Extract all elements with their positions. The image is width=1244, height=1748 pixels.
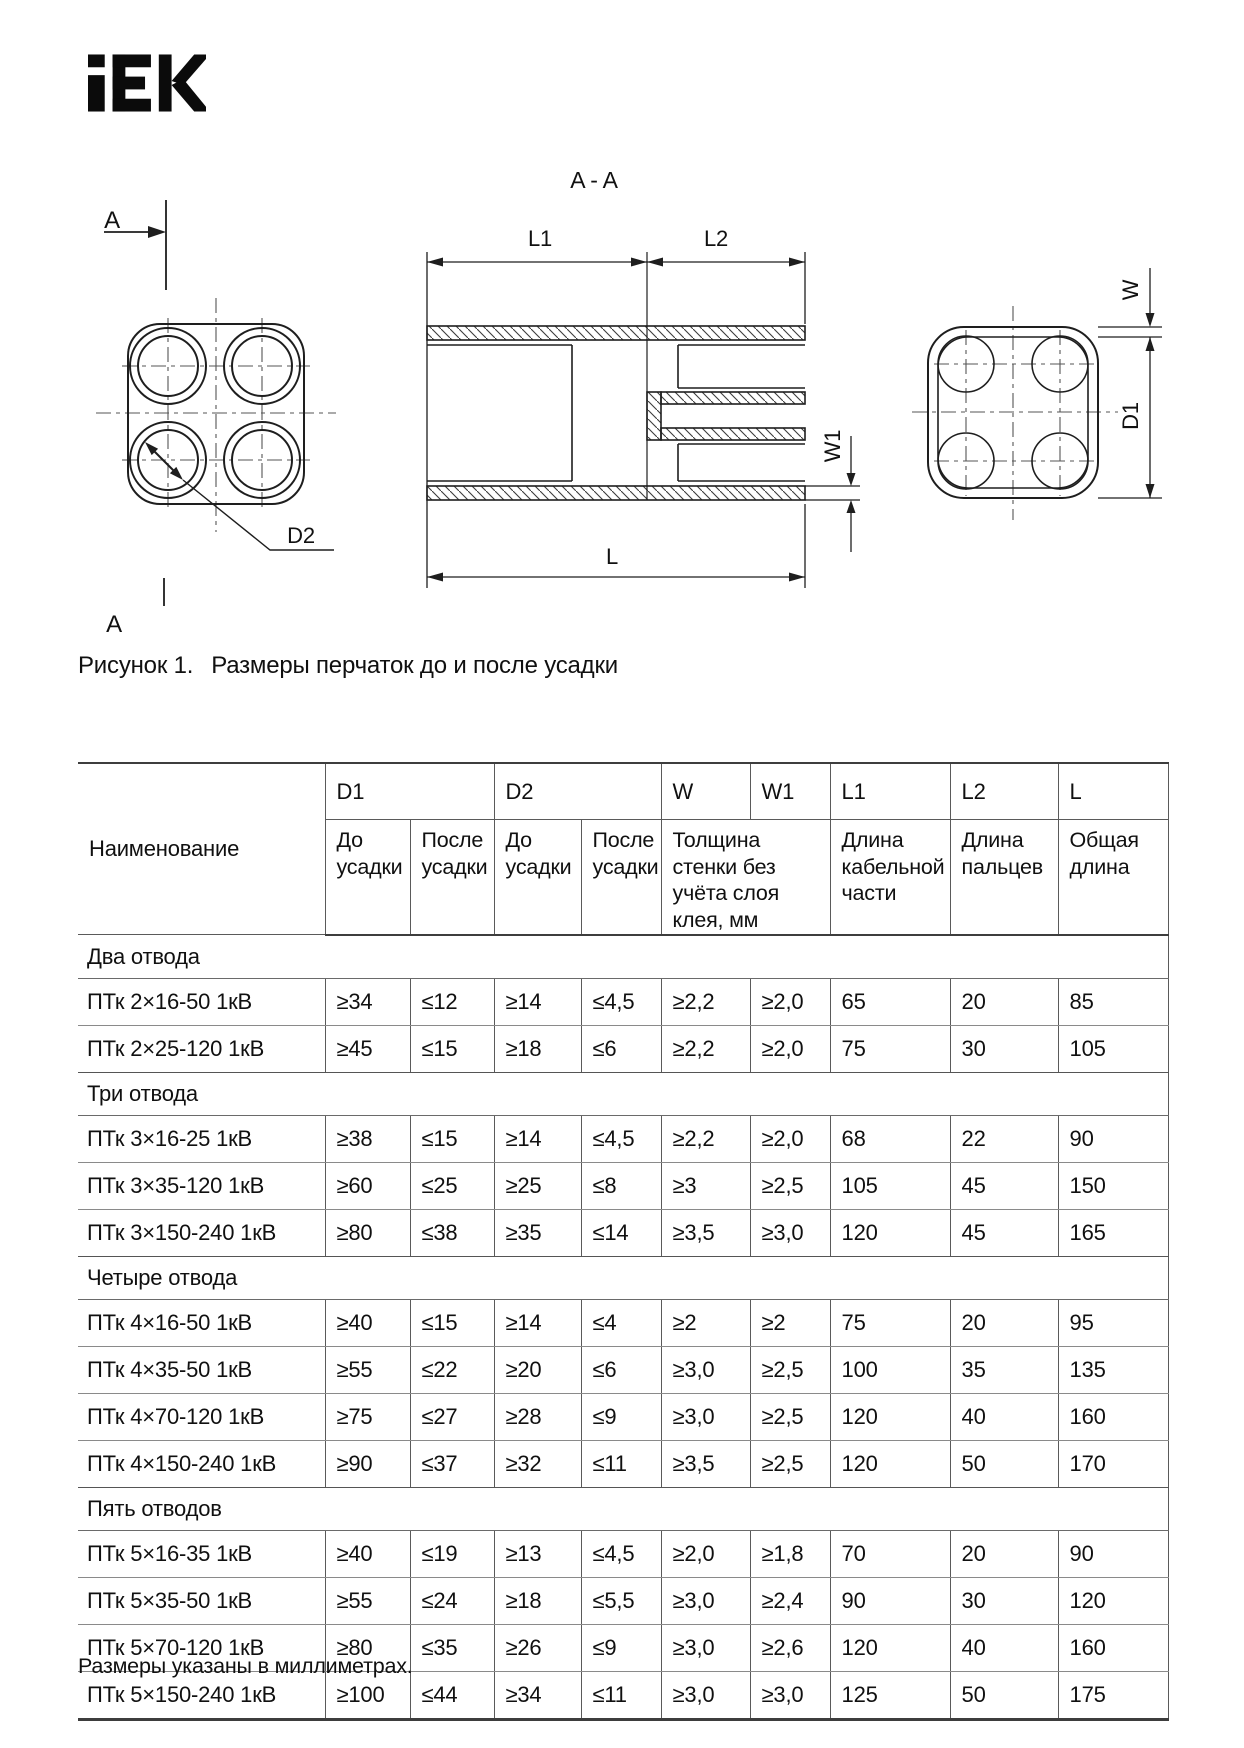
value-cell: ≥2,0 bbox=[750, 1115, 830, 1162]
value-cell: ≥26 bbox=[494, 1624, 581, 1671]
section-row bbox=[78, 1256, 1168, 1299]
product-name: ПТк 3×150-240 1кВ bbox=[78, 1209, 325, 1256]
table-row bbox=[78, 1346, 1168, 1393]
value-cell: ≥34 bbox=[325, 978, 410, 1025]
table-row bbox=[78, 1530, 1168, 1577]
l2-label: L2 bbox=[703, 226, 729, 251]
section-row bbox=[78, 1487, 1168, 1530]
value-cell: ≥2,6 bbox=[750, 1624, 830, 1671]
value-cell: ≥13 bbox=[494, 1530, 581, 1577]
end-view-before-shrink bbox=[96, 200, 336, 638]
value-cell: 120 bbox=[830, 1209, 950, 1256]
value-cell: ≤12 bbox=[410, 978, 494, 1025]
value-cell: ≤27 bbox=[410, 1393, 494, 1440]
product-name: ПТк 4×150-240 1кВ bbox=[78, 1440, 325, 1487]
value-cell: 65 bbox=[830, 978, 950, 1025]
value-cell: 30 bbox=[950, 1025, 1058, 1072]
value-cell: ≥3,0 bbox=[661, 1393, 750, 1440]
value-cell: 35 bbox=[950, 1346, 1058, 1393]
table-row bbox=[78, 978, 1168, 1025]
section-plane-top bbox=[104, 200, 166, 290]
value-cell: 45 bbox=[950, 1209, 1058, 1256]
table-row bbox=[78, 1577, 1168, 1624]
value-cell: ≤25 bbox=[410, 1162, 494, 1209]
value-cell: ≥3 bbox=[661, 1162, 750, 1209]
dimension-lines bbox=[1098, 268, 1162, 498]
value-cell: ≤11 bbox=[581, 1440, 661, 1487]
value-cell: ≥2,2 bbox=[661, 978, 750, 1025]
value-cell: 125 bbox=[830, 1671, 950, 1719]
figure-caption-text: Размеры перчаток до и после усадки bbox=[211, 652, 618, 679]
section-marker-top: A bbox=[104, 207, 120, 234]
value-cell: ≤15 bbox=[410, 1115, 494, 1162]
value-cell: ≤4,5 bbox=[581, 1115, 661, 1162]
value-cell: ≥80 bbox=[325, 1624, 410, 1671]
value-cell: 100 bbox=[830, 1346, 950, 1393]
product-name: ПТк 4×35-50 1кВ bbox=[78, 1346, 325, 1393]
dimension-lines bbox=[427, 252, 860, 588]
d2-label: D2 bbox=[287, 523, 315, 548]
value-cell: ≥40 bbox=[325, 1530, 410, 1577]
value-cell: ≤15 bbox=[410, 1299, 494, 1346]
value-cell: 50 bbox=[950, 1671, 1058, 1719]
value-cell: ≥90 bbox=[325, 1440, 410, 1487]
figure-caption-label: Рисунок 1. bbox=[78, 652, 194, 679]
value-cell: ≥2,0 bbox=[661, 1530, 750, 1577]
header-name: Наименование bbox=[78, 763, 325, 935]
hatched-walls bbox=[427, 326, 805, 500]
section-row bbox=[78, 935, 1168, 979]
value-cell: 105 bbox=[1058, 1025, 1168, 1072]
value-cell: ≥2,5 bbox=[750, 1393, 830, 1440]
value-cell: ≥55 bbox=[325, 1577, 410, 1624]
value-cell: 120 bbox=[830, 1624, 950, 1671]
section-row bbox=[78, 1072, 1168, 1115]
value-cell: ≤5,5 bbox=[581, 1577, 661, 1624]
iek-logo bbox=[88, 54, 206, 112]
section-marker-bottom: A bbox=[106, 611, 122, 638]
value-cell: 160 bbox=[1058, 1624, 1168, 1671]
value-cell: 95 bbox=[1058, 1299, 1168, 1346]
value-cell: ≤15 bbox=[410, 1025, 494, 1072]
header-d2: D2 bbox=[494, 763, 661, 820]
section-title: Пять отводов bbox=[78, 1487, 1168, 1530]
value-cell: ≤4,5 bbox=[581, 978, 661, 1025]
value-cell: ≤9 bbox=[581, 1624, 661, 1671]
value-cell: ≥3,0 bbox=[750, 1209, 830, 1256]
value-cell: ≤38 bbox=[410, 1209, 494, 1256]
table-header bbox=[78, 763, 1168, 935]
value-cell: 40 bbox=[950, 1393, 1058, 1440]
inner-surfaces bbox=[427, 252, 805, 500]
value-cell: 30 bbox=[950, 1577, 1058, 1624]
value-cell: 20 bbox=[950, 1299, 1058, 1346]
value-cell: ≥3,0 bbox=[750, 1671, 830, 1719]
value-cell: ≤14 bbox=[581, 1209, 661, 1256]
product-name: ПТк 2×25-120 1кВ bbox=[78, 1025, 325, 1072]
value-cell: ≥2,4 bbox=[750, 1577, 830, 1624]
value-cell: 22 bbox=[950, 1115, 1058, 1162]
value-cell: ≥1,8 bbox=[750, 1530, 830, 1577]
product-name: ПТк 3×35-120 1кВ bbox=[78, 1162, 325, 1209]
value-cell: ≥60 bbox=[325, 1162, 410, 1209]
value-cell: 90 bbox=[830, 1577, 950, 1624]
section-title: A - A bbox=[570, 167, 618, 193]
value-cell: ≥3,0 bbox=[661, 1624, 750, 1671]
d2-dimension bbox=[145, 442, 334, 550]
section-plane-bottom bbox=[106, 578, 164, 638]
value-cell: ≥3,0 bbox=[661, 1346, 750, 1393]
value-cell: 20 bbox=[950, 978, 1058, 1025]
value-cell: ≥34 bbox=[494, 1671, 581, 1719]
value-cell: ≤22 bbox=[410, 1346, 494, 1393]
value-cell: ≥2,2 bbox=[661, 1115, 750, 1162]
value-cell: ≤8 bbox=[581, 1162, 661, 1209]
value-cell: ≥75 bbox=[325, 1393, 410, 1440]
table-row bbox=[78, 1393, 1168, 1440]
value-cell: ≤4 bbox=[581, 1299, 661, 1346]
value-cell: ≥3,5 bbox=[661, 1209, 750, 1256]
value-cell: 90 bbox=[1058, 1115, 1168, 1162]
value-cell: ≥32 bbox=[494, 1440, 581, 1487]
value-cell: ≥2,2 bbox=[661, 1025, 750, 1072]
w1-label: W1 bbox=[820, 429, 845, 463]
value-cell: ≤9 bbox=[581, 1393, 661, 1440]
table-row bbox=[78, 1025, 1168, 1072]
header-l: L bbox=[1058, 763, 1168, 820]
value-cell: 160 bbox=[1058, 1393, 1168, 1440]
header-finger-length: Длина пальцев bbox=[950, 820, 1058, 935]
value-cell: 135 bbox=[1058, 1346, 1168, 1393]
value-cell: 120 bbox=[830, 1440, 950, 1487]
section-title: Четыре отвода bbox=[78, 1256, 1168, 1299]
value-cell: 150 bbox=[1058, 1162, 1168, 1209]
product-name: ПТк 5×16-35 1кВ bbox=[78, 1530, 325, 1577]
value-cell: ≥20 bbox=[494, 1346, 581, 1393]
value-cell: 70 bbox=[830, 1530, 950, 1577]
value-cell: ≥2,5 bbox=[750, 1162, 830, 1209]
product-name: ПТк 5×70-120 1кВ bbox=[78, 1624, 325, 1671]
value-cell: ≤6 bbox=[581, 1025, 661, 1072]
value-cell: ≥28 bbox=[494, 1393, 581, 1440]
value-cell: ≤6 bbox=[581, 1346, 661, 1393]
header-cable-length: Длина кабельной части bbox=[830, 820, 950, 935]
value-cell: ≥55 bbox=[325, 1346, 410, 1393]
value-cell: ≥100 bbox=[325, 1671, 410, 1719]
value-cell: ≥45 bbox=[325, 1025, 410, 1072]
value-cell: ≥2,5 bbox=[750, 1346, 830, 1393]
value-cell: 45 bbox=[950, 1162, 1058, 1209]
product-name: ПТк 4×70-120 1кВ bbox=[78, 1393, 325, 1440]
value-cell: 120 bbox=[830, 1393, 950, 1440]
value-cell: 90 bbox=[1058, 1530, 1168, 1577]
value-cell: 120 bbox=[1058, 1577, 1168, 1624]
value-cell: ≥3,0 bbox=[661, 1577, 750, 1624]
product-name: ПТк 5×35-50 1кВ bbox=[78, 1577, 325, 1624]
value-cell: ≥14 bbox=[494, 978, 581, 1025]
value-cell: ≤37 bbox=[410, 1440, 494, 1487]
header-l1: L1 bbox=[830, 763, 950, 820]
header-d1: D1 bbox=[325, 763, 494, 820]
value-cell: 165 bbox=[1058, 1209, 1168, 1256]
section-title: Три отвода bbox=[78, 1072, 1168, 1115]
section-view-a-a bbox=[427, 167, 860, 588]
table-row bbox=[78, 1299, 1168, 1346]
value-cell: 40 bbox=[950, 1624, 1058, 1671]
value-cell: ≥14 bbox=[494, 1299, 581, 1346]
w-label: W bbox=[1118, 279, 1143, 301]
value-cell: ≥2,0 bbox=[750, 1025, 830, 1072]
footnote: Размеры указаны в миллиметрах. bbox=[78, 1654, 413, 1678]
header-w1: W1 bbox=[750, 763, 830, 820]
value-cell: ≥2 bbox=[661, 1299, 750, 1346]
table-row bbox=[78, 1440, 1168, 1487]
figure-caption bbox=[78, 652, 618, 680]
value-cell: 75 bbox=[830, 1025, 950, 1072]
center-lines bbox=[96, 298, 336, 532]
product-name: ПТк 4×16-50 1кВ bbox=[78, 1299, 325, 1346]
technical-drawing bbox=[0, 140, 1244, 650]
header-w: W bbox=[661, 763, 750, 820]
header-l2: L2 bbox=[950, 763, 1058, 820]
header-wall-thickness: Толщина стенки без учёта слоя клея, мм bbox=[661, 820, 830, 935]
value-cell: ≥40 bbox=[325, 1299, 410, 1346]
dimension-labels bbox=[1118, 279, 1143, 430]
value-cell: ≥25 bbox=[494, 1162, 581, 1209]
value-cell: 85 bbox=[1058, 978, 1168, 1025]
value-cell: ≥80 bbox=[325, 1209, 410, 1256]
value-cell: ≥3,0 bbox=[661, 1671, 750, 1719]
value-cell: ≥38 bbox=[325, 1115, 410, 1162]
dimensions-table bbox=[78, 762, 1169, 1721]
product-name: ПТк 5×150-240 1кВ bbox=[78, 1671, 325, 1719]
value-cell: ≥3,5 bbox=[661, 1440, 750, 1487]
value-cell: 105 bbox=[830, 1162, 950, 1209]
value-cell: 75 bbox=[830, 1299, 950, 1346]
value-cell: ≥2 bbox=[750, 1299, 830, 1346]
header-d2-before: До усадки bbox=[494, 820, 581, 935]
value-cell: 175 bbox=[1058, 1671, 1168, 1719]
header-d2-after: После усадки bbox=[581, 820, 661, 935]
header-row-groups bbox=[78, 763, 1168, 820]
d1-label: D1 bbox=[1118, 402, 1143, 430]
value-cell: ≥2,5 bbox=[750, 1440, 830, 1487]
value-cell: ≥35 bbox=[494, 1209, 581, 1256]
value-cell: ≤24 bbox=[410, 1577, 494, 1624]
value-cell: ≥18 bbox=[494, 1577, 581, 1624]
value-cell: ≤35 bbox=[410, 1624, 494, 1671]
value-cell: ≤19 bbox=[410, 1530, 494, 1577]
table-row bbox=[78, 1115, 1168, 1162]
product-name: ПТк 2×16-50 1кВ bbox=[78, 978, 325, 1025]
value-cell: ≤4,5 bbox=[581, 1530, 661, 1577]
dimension-arrows bbox=[427, 258, 856, 582]
product-name: ПТк 3×16-25 1кВ bbox=[78, 1115, 325, 1162]
section-title: Два отвода bbox=[78, 935, 1168, 979]
value-cell: 50 bbox=[950, 1440, 1058, 1487]
header-d1-after: После усадки bbox=[410, 820, 494, 935]
value-cell: ≥14 bbox=[494, 1115, 581, 1162]
value-cell: ≥2,0 bbox=[750, 978, 830, 1025]
end-view-after-shrink bbox=[912, 268, 1162, 520]
l-label: L bbox=[605, 544, 619, 569]
l1-label: L1 bbox=[527, 226, 553, 251]
header-total-length: Общая длина bbox=[1058, 820, 1168, 935]
value-cell: ≤44 bbox=[410, 1671, 494, 1719]
table-row bbox=[78, 1209, 1168, 1256]
value-cell: ≤11 bbox=[581, 1671, 661, 1719]
table-body bbox=[78, 935, 1168, 1720]
header-d1-before: До усадки bbox=[325, 820, 410, 935]
table-row bbox=[78, 1162, 1168, 1209]
value-cell: 20 bbox=[950, 1530, 1058, 1577]
value-cell: 170 bbox=[1058, 1440, 1168, 1487]
value-cell: 68 bbox=[830, 1115, 950, 1162]
value-cell: ≥18 bbox=[494, 1025, 581, 1072]
